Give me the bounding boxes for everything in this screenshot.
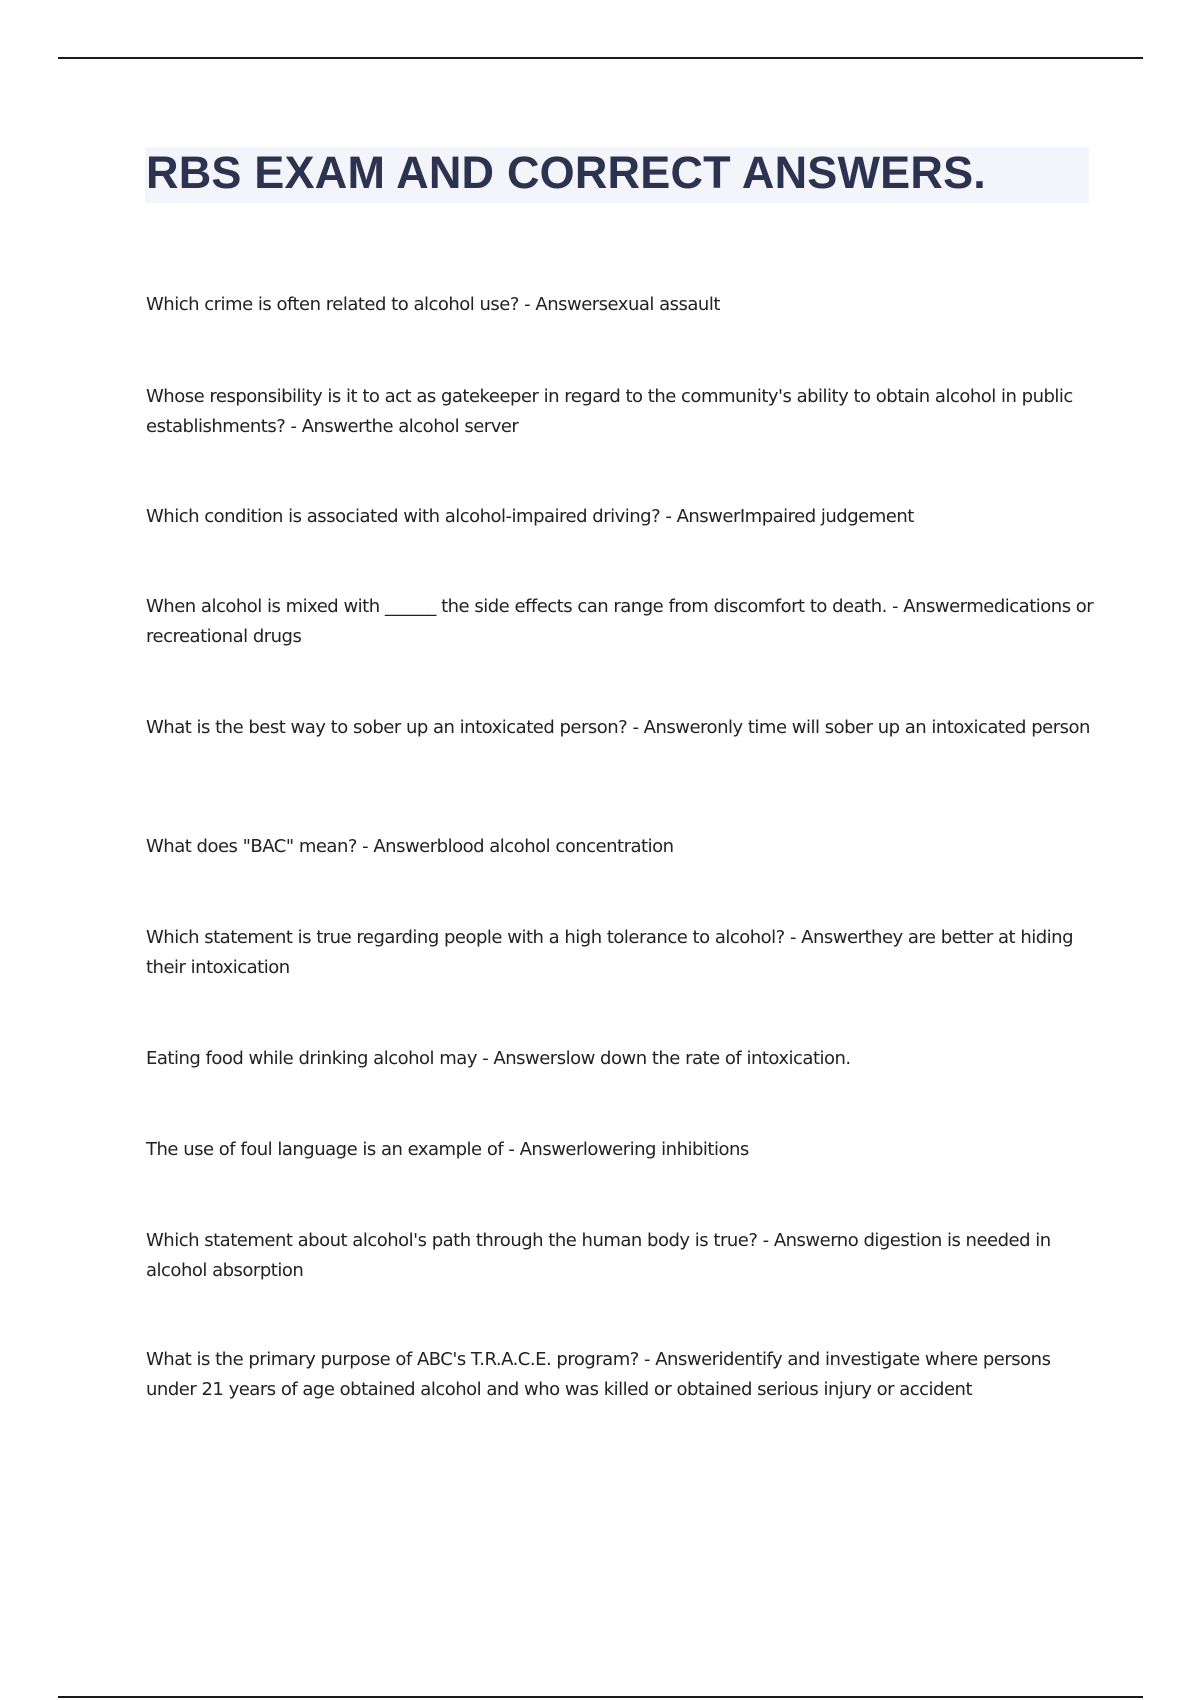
qa-item-4: When alcohol is mixed with ______ the side effects can range from discomfort to death. - Answermedications or recreational drugs (146, 596, 1094, 647)
bottom-rule (58, 1696, 1143, 1698)
qa-item-10: Which statement about alcohol's path through the human body is true? - Answerno digestion is needed in alcohol absorption (146, 1230, 1051, 1281)
qa-item-2: Whose responsibility is it to act as gatekeeper in regard to the community's ability to obtain alcohol in public establishments? - Answerthe alcohol server (146, 386, 1073, 437)
qa-item-6: What does "BAC" mean? - Answerblood alcohol concentration (146, 836, 674, 857)
qa-item-5: What is the best way to sober up an intoxicated person? - Answeronly time will sober up an intoxicated person (146, 717, 1090, 738)
qa-item-3: Which condition is associated with alcohol-impaired driving? - AnswerImpaired judgement (146, 506, 914, 527)
qa-item-1: Which crime is often related to alcohol use? - Answersexual assault (146, 294, 720, 315)
top-rule (58, 57, 1143, 59)
qa-item-9: The use of foul language is an example of - Answerlowering inhibitions (146, 1139, 749, 1160)
document-title: RBS EXAM AND CORRECT ANSWERS. (146, 147, 986, 198)
qa-item-8: Eating food while drinking alcohol may - Answerslow down the rate of intoxication. (146, 1048, 851, 1069)
qa-item-11: What is the primary purpose of ABC's T.R.A.C.E. program? - Answeridentify and investigate where persons under 21 years of age obtained alcohol and who was killed or obtained serious injury or accident (146, 1349, 1051, 1400)
qa-item-7: Which statement is true regarding people with a high tolerance to alcohol? - Answerthey are better at hiding their intoxication (146, 927, 1074, 978)
